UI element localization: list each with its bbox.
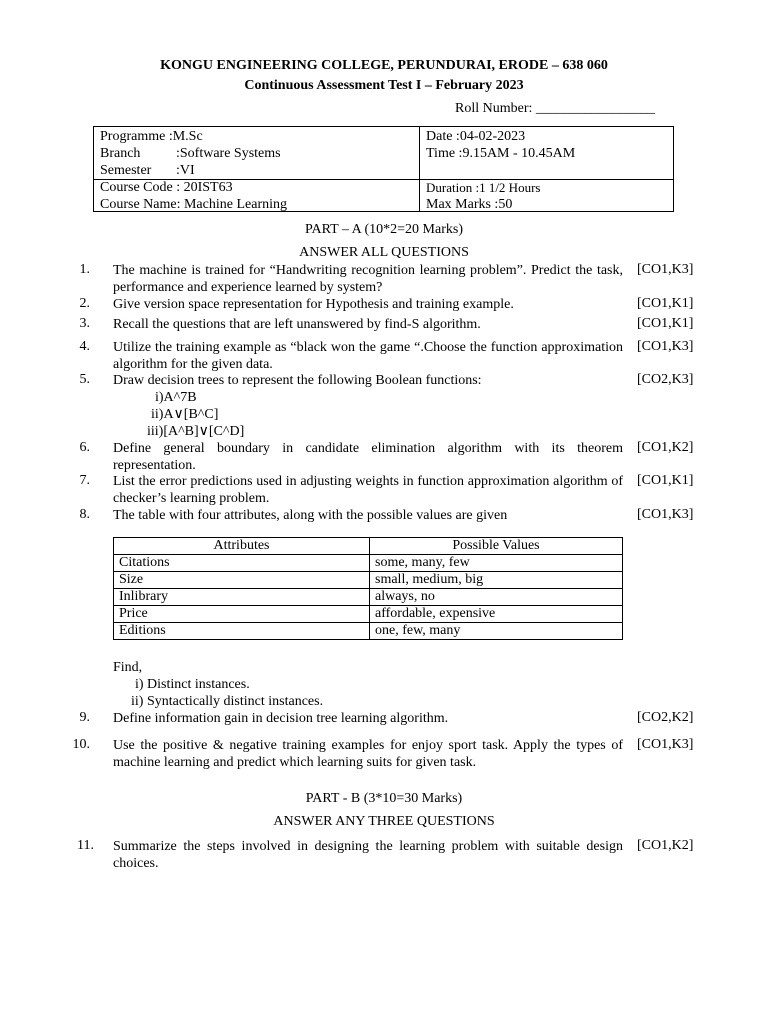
exam-info-box [93, 126, 674, 212]
part-b-title: PART - B (3*10=30 Marks) [305, 791, 463, 806]
branch-label: Branch [100, 146, 141, 161]
test-title: Continuous Assessment Test I – February 2023 [244, 78, 524, 93]
table-header-row [114, 538, 623, 555]
question-number: 10. [72, 737, 90, 752]
table-header: Possible Values [370, 538, 623, 555]
table-row [114, 623, 623, 640]
duration: Duration :1 1/2 Hours [426, 180, 541, 195]
semester-value: :VI [176, 163, 195, 178]
question-text: The table with four attributes, along with the possible values are given [113, 508, 508, 523]
table-cell: one, few, many [370, 623, 623, 640]
question-number: 11. [77, 838, 94, 853]
table-cell: Price [114, 606, 370, 623]
question-text: Give version space representation for Hypothesis and training example. [113, 297, 514, 312]
exam-date: Date :04-02-2023 [426, 129, 526, 144]
table-cell: always, no [370, 589, 623, 606]
question-co: [CO2,K2] [637, 710, 694, 725]
question-number: 4. [79, 339, 90, 354]
table-header: Attributes [114, 538, 370, 555]
semester-label: Semester [100, 163, 152, 178]
table-cell: small, medium, big [370, 572, 623, 589]
table-row [114, 606, 623, 623]
course-code: Course Code : 20IST63 [100, 180, 233, 195]
question-text: Define information gain in decision tree learning algorithm. [113, 711, 449, 726]
table-row [114, 589, 623, 606]
question-text: Utilize the training example as “black won the game “.Choose the function approximation algorithm for the given data. [113, 340, 623, 372]
boolean-function: i)A^7B [155, 390, 197, 405]
question-text: Use the positive & negative training examples for enjoy sport task. Apply the types of machine learning and predict which learning suits for given task. [113, 738, 623, 770]
part-a-title: PART – A (10*2=20 Marks) [305, 222, 463, 237]
boolean-function: ii)A∨[B^C] [151, 407, 219, 422]
question-number: 7. [79, 473, 90, 488]
table-cell: affordable, expensive [370, 606, 623, 623]
find-label: Find, [113, 660, 143, 675]
part-b-instruction: ANSWER ANY THREE QUESTIONS [273, 814, 495, 829]
question-number: 9. [79, 710, 90, 725]
question-text: Draw decision trees to represent the following Boolean functions: [113, 373, 482, 388]
question-text: List the error predictions used in adjusting weights in function approximation algorithm of checker’s learning problem. [113, 474, 623, 506]
question-text: Summarize the steps involved in designing the learning problem with suitable design choices. [113, 839, 623, 871]
question-co: [CO1,K2] [637, 838, 694, 853]
question-number: 6. [79, 440, 90, 455]
question-text: Recall the questions that are left unanswered by find-S algorithm. [113, 317, 481, 332]
find-item: ii) Syntactically distinct instances. [131, 694, 324, 709]
question-number: 8. [79, 507, 90, 522]
exam-time: Time :9.15AM - 10.45AM [426, 146, 576, 161]
question-co: [CO1,K1] [637, 296, 694, 311]
table-cell: Inlibrary [114, 589, 370, 606]
attributes-table [113, 537, 623, 640]
question-number: 1. [79, 262, 90, 277]
max-marks: Max Marks :50 [426, 197, 513, 212]
table-cell: some, many, few [370, 555, 623, 572]
course-name: Course Name: Machine Learning [100, 197, 287, 212]
info-divider-vertical [419, 127, 420, 211]
table-row [114, 572, 623, 589]
college-title: KONGU ENGINEERING COLLEGE, PERUNDURAI, ERODE – 638 060 [160, 58, 608, 73]
question-number: 5. [79, 372, 90, 387]
programme: Programme :M.Sc [100, 129, 203, 144]
question-number: 2. [79, 296, 90, 311]
table-cell: Size [114, 572, 370, 589]
question-text: The machine is trained for “Handwriting recognition learning problem”. Predict the task, performance and experience learned by system? [113, 263, 623, 295]
table-cell: Editions [114, 623, 370, 640]
boolean-function: iii)[A^B]∨[C^D] [147, 424, 245, 439]
question-co: [CO1,K3] [637, 339, 694, 354]
question-number: 3. [79, 316, 90, 331]
question-text: Define general boundary in candidate elimination algorithm with its theorem representation. [113, 441, 623, 473]
question-co: [CO1,K1] [637, 473, 694, 488]
question-co: [CO1,K2] [637, 440, 694, 455]
question-co: [CO1,K3] [637, 737, 694, 752]
table-cell: Citations [114, 555, 370, 572]
find-item: i) Distinct instances. [135, 677, 250, 692]
question-co: [CO1,K3] [637, 262, 694, 277]
question-co: [CO1,K3] [637, 507, 694, 522]
question-co: [CO2,K3] [637, 372, 694, 387]
table-row [114, 555, 623, 572]
branch-value: :Software Systems [176, 146, 281, 161]
part-a-instruction: ANSWER ALL QUESTIONS [299, 245, 469, 260]
question-co: [CO1,K1] [637, 316, 694, 331]
roll-number: Roll Number: _________________ [455, 101, 655, 116]
